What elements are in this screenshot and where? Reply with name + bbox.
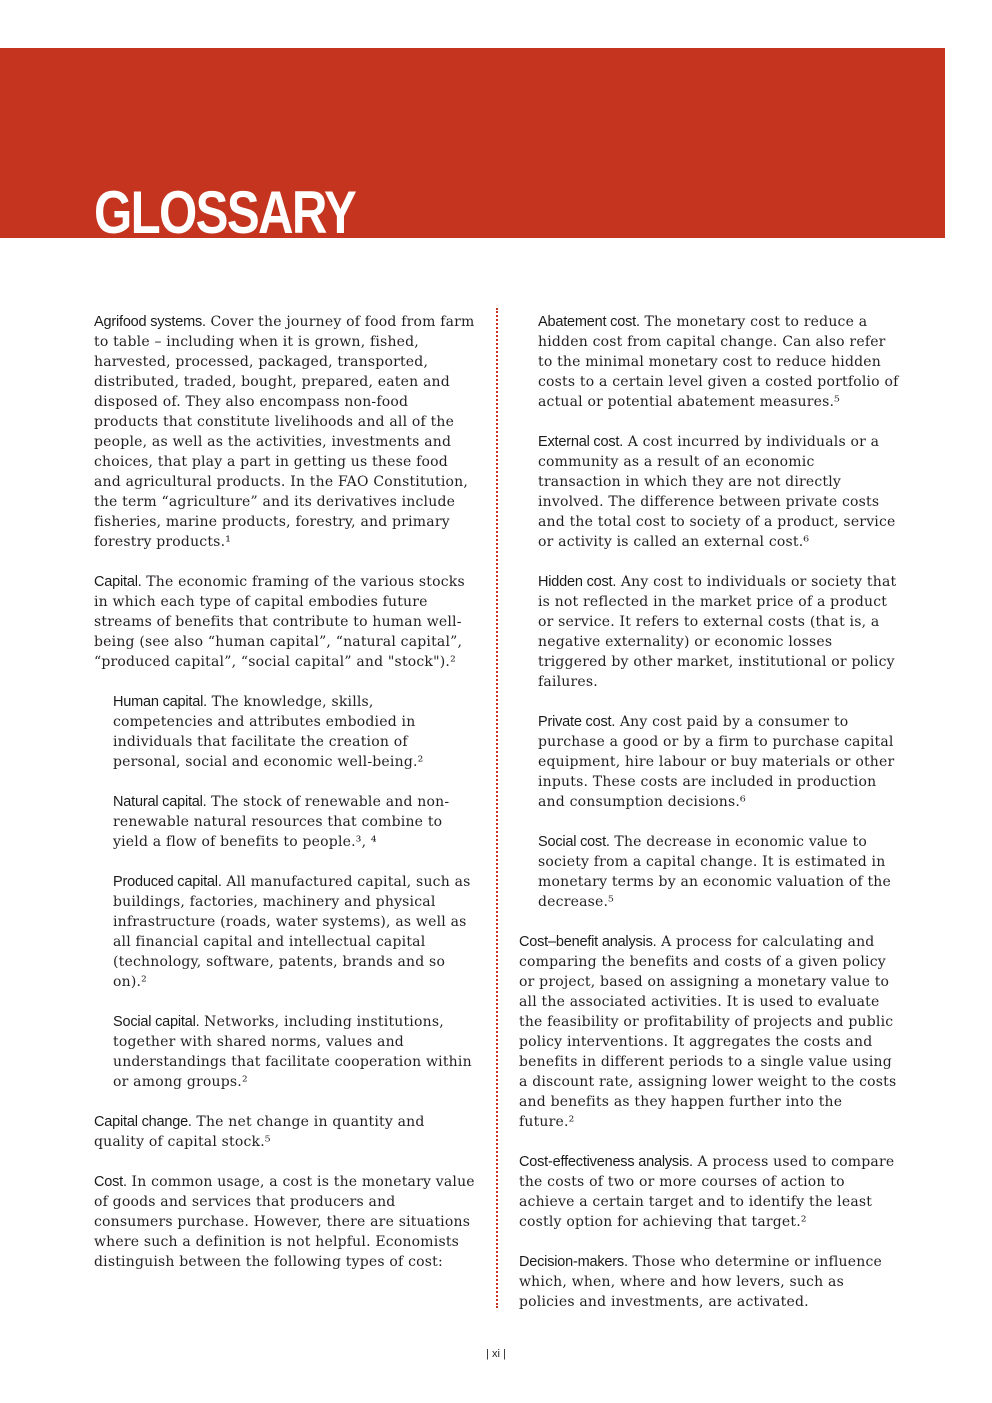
- glossary-term: Hidden cost.: [538, 574, 617, 590]
- glossary-term: Capital change.: [94, 1114, 192, 1130]
- glossary-entry: [519, 1152, 899, 1232]
- glossary-term: Produced capital.: [113, 874, 222, 890]
- glossary-term: Abatement cost.: [538, 314, 640, 330]
- glossary-subentry: [519, 832, 899, 912]
- glossary-definition: A process used to compare the costs of two or more courses of action to achieve a certain target and to identify the least costly option for achieving that target.²: [519, 1154, 895, 1230]
- glossary-term: External cost.: [538, 434, 624, 450]
- glossary-term: Human capital.: [113, 694, 207, 710]
- glossary-term: Cost-effectiveness analysis.: [519, 1154, 693, 1170]
- glossary-definition: The decrease in economic value to society from a capital change. It is estimated in monetary terms by an economic valuation of the decrease.⁵: [538, 834, 892, 910]
- glossary-entry: [519, 1252, 899, 1312]
- glossary-subentry: [94, 1012, 476, 1092]
- glossary-entry: [94, 572, 476, 672]
- glossary-term: Capital.: [94, 574, 142, 590]
- glossary-term: Social cost.: [538, 834, 610, 850]
- glossary-term: Decision-makers.: [519, 1254, 628, 1270]
- glossary-definition: Any cost paid by a consumer to purchase a good or by a firm to purchase capital equipment, hire labour or buy materials or other inputs. These costs are included in production and consumption decisions.⁶: [538, 714, 895, 810]
- glossary-definition: The stock of renewable and non-renewable natural resources that combine to yield a flow of benefits to people.³, ⁴: [113, 794, 450, 850]
- glossary-term: Private cost.: [538, 714, 616, 730]
- page-title: GLOSSARY: [94, 179, 356, 246]
- glossary-subentry: [519, 432, 899, 552]
- column-divider: [496, 308, 498, 1308]
- glossary-definition: The knowledge, skills, competencies and attributes embodied in individuals that facilitate the creation of personal, social and economic well-being.²: [113, 694, 424, 770]
- glossary-definition: All manufactured capital, such as buildings, factories, machinery and physical infrastructure (roads, water systems), as well as all financial capital and intellectual capital (technology, software, patents, brands and so on).²: [113, 874, 471, 990]
- glossary-term: Cost–benefit analysis.: [519, 934, 657, 950]
- glossary-definition: A cost incurred by individuals or a community as a result of an economic transaction in which they are not directly involved. The difference between private costs and the total cost to society of a product, service or activity is called an external cost.⁶: [538, 434, 896, 550]
- glossary-subentry: [94, 792, 476, 852]
- glossary-term: Social capital.: [113, 1014, 200, 1030]
- glossary-term: Natural capital.: [113, 794, 207, 810]
- glossary-definition: A process for calculating and comparing the benefits and costs of a given policy or project, based on assigning a monetary value to all the associated activities. It is used to evaluate the feasibility or profitability of projects and public policy interventions. It aggregates the costs and benefits in different periods to a single value using a discount rate, assigning lower weight to the costs and benefits as they happen further into the future.²: [519, 934, 897, 1130]
- glossary-definition: The economic framing of the various stocks in which each type of capital embodies future streams of benefits that contribute to human well-being (see also “human capital”, “natural capital”, “produced capital”, “social capital” and "stock").²: [94, 574, 465, 670]
- glossary-term: Agrifood systems.: [94, 314, 206, 330]
- glossary-term: Cost.: [94, 1174, 127, 1190]
- glossary-definition: The net change in quantity and quality of capital stock.⁵: [94, 1114, 425, 1150]
- glossary-definition: The monetary cost to reduce a hidden cost from capital change. Can also refer to the minimal monetary cost to reduce hidden costs to a certain level given a costed portfolio of actual or potential abatement measures.⁵: [538, 314, 899, 410]
- glossary-entry: [94, 312, 476, 552]
- glossary-entry: [94, 1172, 476, 1272]
- glossary-subentry: [519, 312, 899, 412]
- glossary-subentry: [519, 572, 899, 692]
- glossary-subentry: [94, 692, 476, 772]
- glossary-column-left: [94, 312, 476, 1292]
- glossary-subentry: [519, 712, 899, 812]
- glossary-subentry: [94, 872, 476, 992]
- page-number: | xi |: [486, 1348, 506, 1360]
- glossary-entry: [519, 932, 899, 1132]
- glossary-definition: In common usage, a cost is the monetary value of goods and services that producers and consumers purchase. However, there are situations where such a definition is not helpful. Economists distinguish between the following types of cost:: [94, 1174, 475, 1270]
- glossary-definition: Cover the journey of food from farm to table – including when it is grown, fished, harvested, processed, packaged, transported, distributed, traded, bought, prepared, eaten and disposed of. They also encompass non-food products that constitute livelihoods and all of the people, as well as the activities, investments and choices, that play a part in getting us these food and agricultural products. In the FAO Constitution, the term “agriculture” and its derivatives include fisheries, marine products, forestry, and primary forestry products.¹: [94, 314, 475, 550]
- glossary-definition: Networks, including institutions, together with shared norms, values and understandings that facilitate cooperation within or among groups.²: [113, 1014, 472, 1090]
- glossary-definition: Any cost to individuals or society that is not reflected in the market price of a product or service. It refers to external costs (that is, a negative externality) or economic losses triggered by other market, institutional or policy failures.: [538, 574, 897, 690]
- glossary-definition: Those who determine or influence which, when, where and how levers, such as policies and investments, are activated.: [519, 1254, 882, 1310]
- glossary-column-right: [519, 312, 899, 1332]
- glossary-entry: [94, 1112, 476, 1152]
